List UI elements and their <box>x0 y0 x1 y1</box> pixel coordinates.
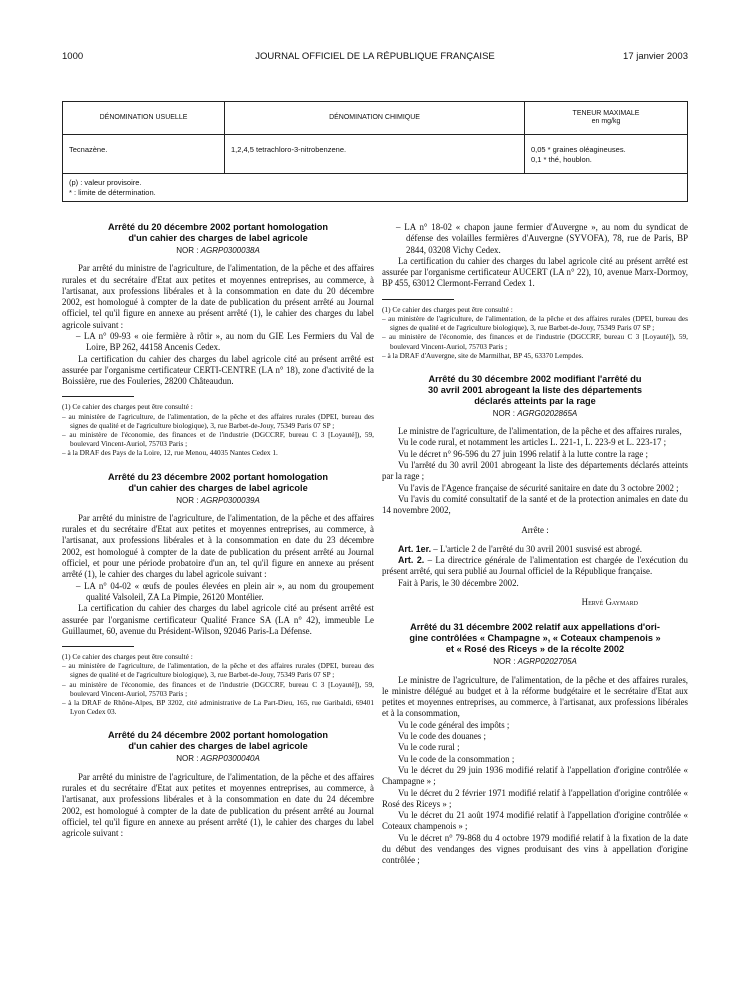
footnote-item: – au ministère de l'agriculture, de l'alimentation, de la pêche et des affaires rurales (DPEI, bureau des signes de qualité et de l'agriculture biologique), 3, rue Barbet-de-Jouy, 75349 Paris 07 SP ; <box>62 412 374 430</box>
vu-clause: Vu le code rural ; <box>398 742 460 753</box>
footnote-intro: (1) Ce cahier des charges peut être consulté : <box>382 304 513 314</box>
table-header-cell: DÉNOMINATION USUELLE <box>63 102 225 134</box>
table-cell: Tecnazène. <box>63 135 225 173</box>
footnote-divider <box>62 646 134 647</box>
table-header-cell: DÉNOMINATION CHIMIQUE <box>225 102 525 134</box>
page-number: 1000 <box>62 51 84 62</box>
footnote <box>62 652 374 716</box>
vu-clause: Vu le code des douanes ; <box>398 731 486 742</box>
cell-line: 0,05 * graines oléagineuses. <box>531 145 626 154</box>
journal-title: JOURNAL OFFICIEL DE LA RÉPUBLIQUE FRANÇAISE <box>255 51 495 62</box>
article-title: Arrêté du 30 décembre 2002 modifiant l'arrêté du 30 avril 2001 abrogeant la liste des départements déclarés atteints par la rage <box>428 373 642 406</box>
footnote-divider <box>62 396 134 397</box>
vu-clause: Vu le décret du 29 juin 1936 modifié relatif à l'appellation d'origine contrôlée « Champagne » ; <box>382 764 688 787</box>
vu-clause: Vu le décret du 2 février 1971 modifié relatif à l'appellation d'origine contrôlée « Rosé des Riceys » ; <box>382 787 688 809</box>
list-item: – LA n° 18-02 « chapon jaune fermier d'Auvergne », au nom du syndicat de défense des volailles fermières d'Auvergne (SYVOFA), 78, rue de Paris, BP 2844, 03208 Vichy Cedex. <box>382 222 688 256</box>
left-column <box>62 222 374 982</box>
nor-reference: NOR : AGRP0300039A <box>176 495 260 505</box>
nor-reference: NOR : AGRG0202865A <box>492 409 578 418</box>
footnote-item: – au ministère de l'économie, des finances et de l'industrie (DGCCRF, bureau C 3 [Loyauté]), 59, boulevard Vincent-Auriol, 75703 Paris ; <box>62 680 374 698</box>
footnote-item: – au ministère de l'agriculture, de l'alimentation, de la pêche et des affaires rurales (DPEI, bureau des signes de qualité et de l'agriculture biologique), 3, rue Barbet-de-Jouy, 75349 Paris 07 SP ; <box>62 661 374 679</box>
list-item: – LA n° 04-02 « œufs de poules élevées en plein air », au nom du groupement qualité Valsoleil, ZA La Pimpie, 26120 Montélier. <box>62 581 374 604</box>
cell-line: 0,1 * thé, houblon. <box>531 155 592 165</box>
header-line: TENEUR MAXIMALE <box>572 109 640 117</box>
footnote-item: – à la DRAF d'Auvergne, site de Marmilhat, BP 45, 63370 Lempdes. <box>382 351 688 360</box>
article-1: Art. 1er. – L'article 2 de l'arrêté du 30 avril 2001 susvisé est abrogé. <box>398 543 643 554</box>
vu-clause: Vu l'avis de l'Agence française de sécurité sanitaire en date du 3 octobre 2002 ; <box>398 482 679 493</box>
residue-table <box>62 101 688 202</box>
article-2: Art. 2. – La directrice générale de l'alimentation est chargée de l'exécution du présent arrêté, qui sera publié au Journal officiel de la République française. <box>382 555 688 577</box>
article-title: Arrêté du 20 décembre 2002 portant homologation d'un cahier des charges de label agricole <box>107 222 329 244</box>
vu-clause: Vu l'arrêté du 30 avril 2001 abrogeant la liste des départements déclarés atteints par la rage ; <box>382 460 688 482</box>
vu-clause: Vu l'avis du comité consultatif de la santé et de la protection animales en date du 14 novembre 2002, <box>382 493 688 516</box>
table-row <box>63 135 687 174</box>
list-item: – LA n° 09-93 « oie fermière à rôtir », au nom du GIE Les Fermiers du Val de Loire, BP 262, 44158 Ancenis Cedex. <box>62 331 374 354</box>
footnote-item: – à la DRAF de Rhône-Alpes, BP 3202, cité administrative de La Part-Dieu, 165, rue Garibaldi, 69401 Lyon Cedex 03. <box>62 698 374 716</box>
paragraph: Par arrêté du ministre de l'agriculture, de l'alimentation, de la pêche et des affaires rurales et du secrétaire d'Etat aux petites et moyennes entreprises, au commerce, à l'artisanat, aux professions libérales et à la consommation en date du 20 décembre 2002, est homologué à compter de la date de publication du présent arrêté au Journal officiel, tel qu'il figure en annexe au présent arrêté (1), le cahier des charges du label agricole suivant : <box>62 263 374 330</box>
paragraph: La certification du cahier des charges du label agricole cité au présent arrêté est assurée par l'organisme certificateur AUCERT (LA n° 22), 10, avenue Marx-Dormoy, BP 455, 63012 Clermont-Ferrand Cedex 1. <box>382 255 688 289</box>
paragraph: Le ministre de l'agriculture, de l'alimentation, de la pêche et des affaires rurales, le ministre délégué au budget et à la réforme budgétaire et le secrétaire d'Etat aux petites et moyennes entreprises, au commerce, à l'artisanat, aux professions libérales et à la consommation, <box>382 674 688 719</box>
table-note: * : limite de détermination. <box>69 187 156 197</box>
right-column <box>382 222 688 982</box>
arrete-heading: Arrête : <box>521 524 549 535</box>
vu-clause: Vu le décret n° 96-596 du 27 juin 1996 relatif à la lutte contre la rage ; <box>398 448 648 459</box>
vu-clause: Vu le code de la consommation ; <box>398 753 515 764</box>
nor-reference: NOR : AGRP0300040A <box>176 754 260 764</box>
footnote-intro: (1) Ce cahier des charges peut être consulté : <box>62 652 193 662</box>
paragraph: Par arrêté du ministre de l'agriculture, de l'alimentation, de la pêche et des affaires rurales et du secrétaire d'Etat aux petites et moyennes entreprises, au commerce, à l'artisanat, aux professions libérales et à la consommation en date du 24 décembre 2002, est homologué à compter de la date de publication du présent arrêté au Journal officiel, tel qu'il figure en annexe au présent arrêté (1), le cahier des charges du label agricole suivant : <box>62 771 374 839</box>
issue-date: 17 janvier 2003 <box>623 51 688 62</box>
table-note: (p) : valeur provisoire. <box>69 178 142 187</box>
table-notes <box>63 174 687 202</box>
footnote-item: – à la DRAF des Pays de la Loire, 12, rue Menou, 44035 Nantes Cedex 1. <box>62 448 374 457</box>
vu-clause: Vu le code rural, et notamment les articles L. 221-1, L. 223-9 et L. 223-17 ; <box>398 437 667 448</box>
footnote-item: – au ministère de l'économie, des finances et de l'industrie (DGCCRF, bureau C 3 [Loyauté]), 59, boulevard Vincent-Auriol, 75703 Paris ; <box>382 332 688 350</box>
nor-reference: NOR : AGRP0300038A <box>176 246 260 256</box>
footnote <box>382 305 688 360</box>
paragraph: Le ministre de l'agriculture, de l'alimentation, de la pêche et des affaires rurales, <box>398 426 682 437</box>
table-header-row <box>63 102 687 135</box>
table-header-cell <box>525 102 687 134</box>
nor-reference: NOR : AGRP0202705A <box>493 657 577 667</box>
footnote-item: – au ministère de l'agriculture, de l'alimentation, de la pêche et des affaires rurales (DPEI, bureau des signes de qualité et de l'agriculture biologique), 3, rue Barbet-de-Jouy, 75349 Paris 07 SP ; <box>382 314 688 332</box>
article-title: Arrêté du 31 décembre 2002 relatif aux appellations d'ori- gine contrôlées « Champagne », « Coteaux champenois » et « Rosé des Riceys » de la récolte 2002 <box>409 622 661 655</box>
article-title: Arrêté du 24 décembre 2002 portant homologation d'un cahier des charges de label agricole <box>107 730 329 752</box>
footnote-item: – au ministère de l'économie, des finances et de l'industrie (DGCCRF, bureau C 3 [Loyauté]), 59, boulevard Vincent-Auriol, 75703 Paris ; <box>62 430 374 448</box>
vu-clause: Vu le décret n° 79-868 du 4 octobre 1979 modifié relatif à la fixation de la date du début des vendanges des vignes produisant des vins à appellation d'origine contrôlée ; <box>382 832 688 866</box>
page-header <box>62 51 688 65</box>
article-title: Arrêté du 23 décembre 2002 portant homologation d'un cahier des charges de label agricole <box>107 471 329 493</box>
header-unit: en mg/kg <box>591 118 621 125</box>
footnote-intro: (1) Ce cahier des charges peut être consulté : <box>62 402 193 412</box>
paragraph: La certification du cahier des charges du label agricole cité au présent arrêté est assurée par l'organisme certificateur CERTI-CENTRE (LA n° 18), zone d'activité de la Boissière, rue des Fouleries, 28200 Châteaudun. <box>62 353 374 387</box>
footnote <box>62 402 374 457</box>
vu-clause: Vu le code général des impôts ; <box>398 719 510 730</box>
signature: Hervé Gaymard <box>581 597 638 608</box>
paragraph: Par arrêté du ministre de l'agriculture, de l'alimentation, de la pêche et des affaires rurales et du secrétaire d'Etat aux petites et moyennes entreprises, au commerce, à l'artisanat, aux professions libérales et à la consommation en date du 23 décembre 2002, est homologué à compter de la date de publication du présent arrêté au Journal officiel, et pour une période probatoire d'un an, tel qu'il figure en annexe au présent arrêté (1), le cahier des charges du label agricole suivant : <box>62 512 374 580</box>
table-cell <box>525 135 687 173</box>
vu-clause: Vu le décret du 21 août 1974 modifié relatif à l'appellation d'origine contrôlée « Coteaux champenois » ; <box>382 810 688 832</box>
footnote-divider <box>382 299 454 300</box>
paragraph: La certification du cahier des charges du label agricole cité au présent arrêté est assurée par l'organisme certificateur Qualité France SA (LA n° 42), immeuble Le Guillaumet, 60, avenue du Président-Wilson, 92046 Paris-La Défense. <box>62 603 374 636</box>
fait-line: Fait à Paris, le 30 décembre 2002. <box>398 577 519 588</box>
table-cell: 1,2,4,5 tetrachloro-3-nitrobenzene. <box>225 135 525 173</box>
